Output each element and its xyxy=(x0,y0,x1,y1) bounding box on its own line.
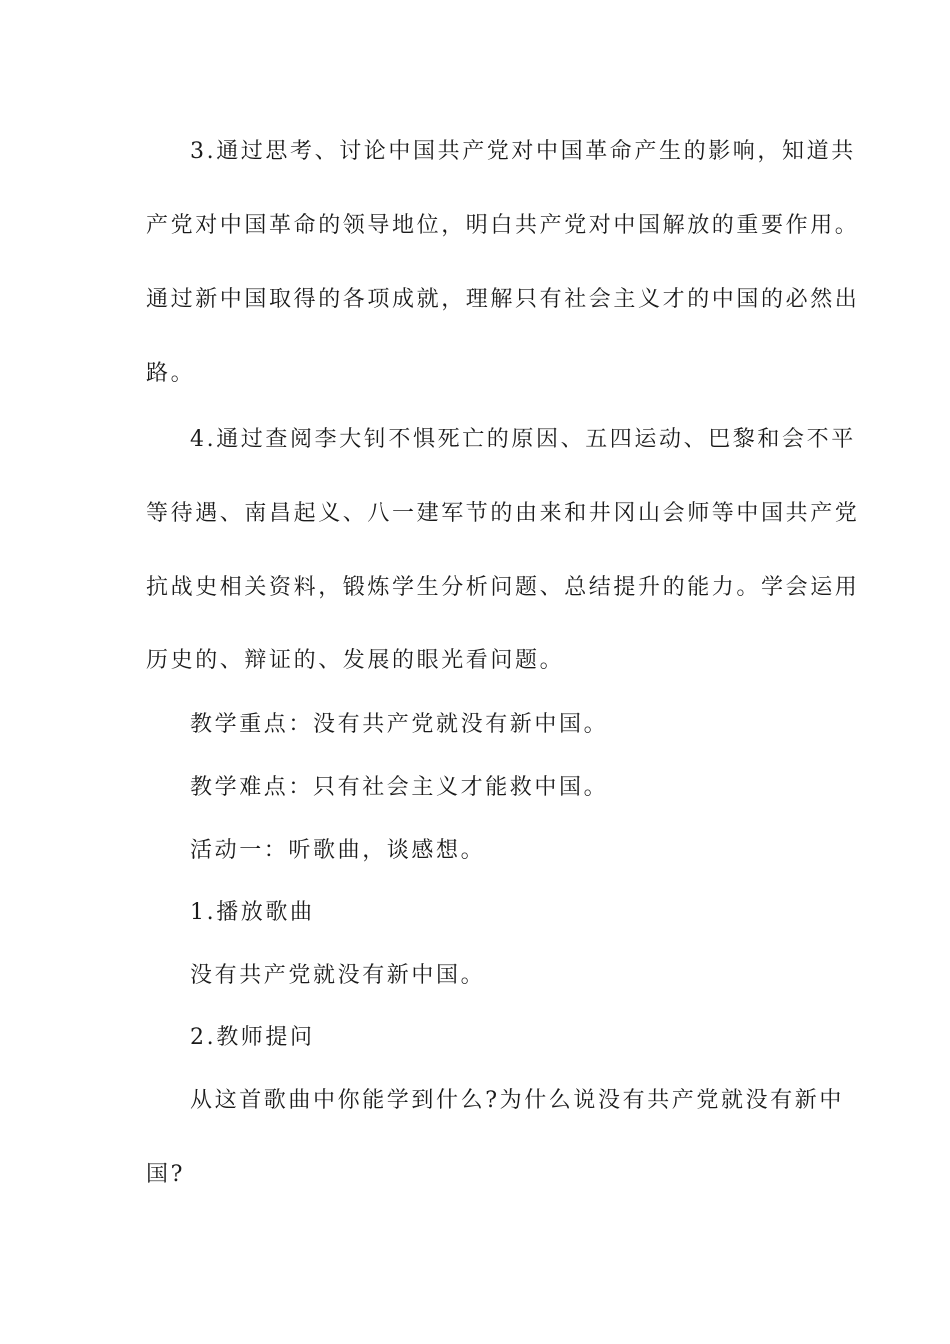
paragraph-objective-3-line-4: 路。 xyxy=(146,361,196,386)
paragraph-objective-4-line-2: 等待遇、南昌起义、八一建军节的由来和井冈山会师等中国共产党 xyxy=(146,501,860,526)
paragraph-objective-3-line-1: 3.通过思考、讨论中国共产党对中国革命产生的影响，知道共 xyxy=(190,139,856,164)
paragraph-objective-4-line-1: 4.通过查阅李大钊不惧死亡的原因、五四运动、巴黎和会不平 xyxy=(190,427,856,452)
paragraph-objective-4-line-3: 抗战史相关资料，锻炼学生分析问题、总结提升的能力。学会运用 xyxy=(146,575,860,600)
paragraph-objective-3-line-2: 产党对中国革命的领导地位，明白共产党对中国解放的重要作用。 xyxy=(146,213,860,238)
teaching-difficulty: 教学难点：只有社会主义才能救中国。 xyxy=(190,775,609,800)
activity-one-heading: 活动一：听歌曲，谈感想。 xyxy=(190,838,486,863)
teacher-question-line-1: 从这首歌曲中你能学到什么?为什么说没有共产党就没有新中 xyxy=(190,1088,844,1113)
step-2-heading: 2.教师提问 xyxy=(190,1025,315,1050)
paragraph-objective-4-line-4: 历史的、辩证的、发展的眼光看问题。 xyxy=(146,648,565,673)
teaching-key-point: 教学重点：没有共产党就没有新中国。 xyxy=(190,712,609,737)
step-1-heading: 1.播放歌曲 xyxy=(190,900,315,925)
teacher-question-line-2: 国? xyxy=(146,1162,185,1187)
song-title: 没有共产党就没有新中国。 xyxy=(190,963,486,988)
paragraph-objective-3-line-3: 通过新中国取得的各项成就，理解只有社会主义才的中国的必然出 xyxy=(146,287,860,312)
